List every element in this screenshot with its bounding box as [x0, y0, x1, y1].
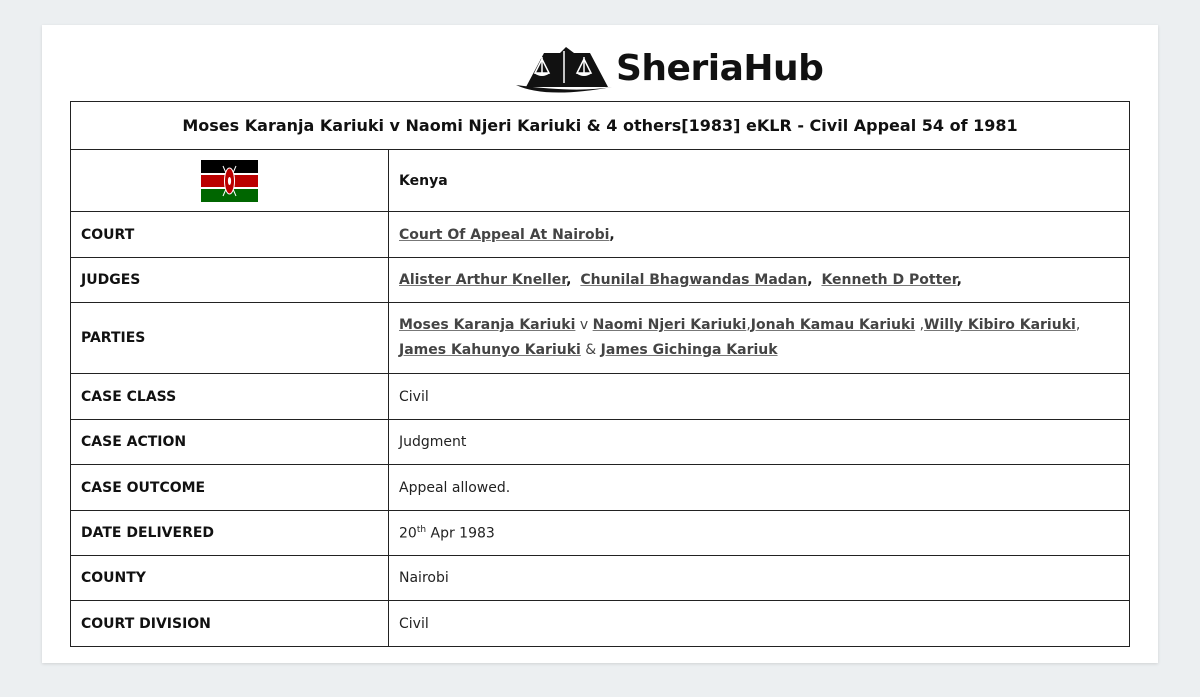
parties-label: PARTIES [71, 303, 389, 374]
judges-label: JUDGES [71, 258, 389, 303]
parties-row [71, 303, 1130, 374]
scales-logo-icon [516, 43, 614, 93]
case-action-value: Judgment [389, 420, 1130, 465]
and-text: & [585, 342, 597, 358]
judges-row [71, 258, 1130, 303]
county-label: COUNTY [71, 556, 389, 601]
court-row [71, 212, 1130, 258]
parties-value: Moses Karanja Kariuki v Naomi Njeri Kariuki,Jonah Kamau Kariuki ,Willy Kibiro Kariuki, James Kahunyo Kariuki & James Gichinga Kariuk [389, 303, 1130, 374]
document-card [42, 25, 1158, 663]
party-link[interactable]: Naomi Njeri Kariuki [592, 317, 747, 333]
judge-link[interactable]: Chunilal Bhagwandas Madan [580, 272, 808, 288]
case-class-row [71, 374, 1130, 420]
court-label: COURT [71, 212, 389, 258]
date-rest: Apr 1983 [430, 525, 495, 542]
kenya-flag-icon [201, 160, 258, 202]
court-suffix: , [609, 226, 615, 243]
versus-text: v [579, 317, 589, 333]
date-day: 20 [399, 525, 417, 542]
date-delivered-label: DATE DELIVERED [71, 511, 389, 556]
county-value: Nairobi [389, 556, 1130, 601]
case-action-row [71, 420, 1130, 465]
case-action-label: CASE ACTION [71, 420, 389, 465]
party-link[interactable]: James Kahunyo Kariuki [399, 342, 581, 358]
party-link[interactable]: James Gichinga Kariuk [600, 342, 778, 358]
flag-cell [71, 150, 389, 212]
case-class-label: CASE CLASS [71, 374, 389, 420]
sheriahub-logo[interactable] [516, 43, 823, 93]
court-link[interactable]: Court Of Appeal At Nairobi [399, 226, 610, 243]
title-row [71, 102, 1130, 150]
case-class-value: Civil [389, 374, 1130, 420]
party-link[interactable]: Moses Karanja Kariuki [399, 317, 576, 333]
case-outcome-label: CASE OUTCOME [71, 465, 389, 511]
judge-link[interactable]: Kenneth D Potter [821, 272, 957, 288]
case-outcome-value: Appeal allowed. [389, 465, 1130, 511]
country-row [71, 150, 1130, 212]
country-value: Kenya [389, 150, 1130, 212]
court-division-value: Civil [389, 601, 1130, 647]
judges-value: Alister Arthur Kneller, Chunilal Bhagwandas Madan, Kenneth D Potter, [389, 258, 1130, 303]
judge-link[interactable]: Alister Arthur Kneller [399, 272, 567, 288]
court-division-label: COURT DIVISION [71, 601, 389, 647]
date-delivered-row [71, 511, 1130, 556]
date-suffix: th [416, 524, 427, 535]
party-link[interactable]: Willy Kibiro Kariuki [924, 317, 1076, 333]
date-delivered-value [389, 511, 1130, 556]
case-outcome-row [71, 465, 1130, 511]
party-link[interactable]: Jonah Kamau Kariuki [750, 317, 916, 333]
case-title: Moses Karanja Kariuki v Naomi Njeri Kariuki & 4 others[1983] eKLR - Civil Appeal 54 of 1981 [71, 102, 1130, 150]
case-metadata-table [70, 101, 1130, 647]
brand-name: SheriaHub [616, 47, 824, 89]
court-division-row [71, 601, 1130, 647]
county-row [71, 556, 1130, 601]
court-value [389, 212, 1130, 258]
